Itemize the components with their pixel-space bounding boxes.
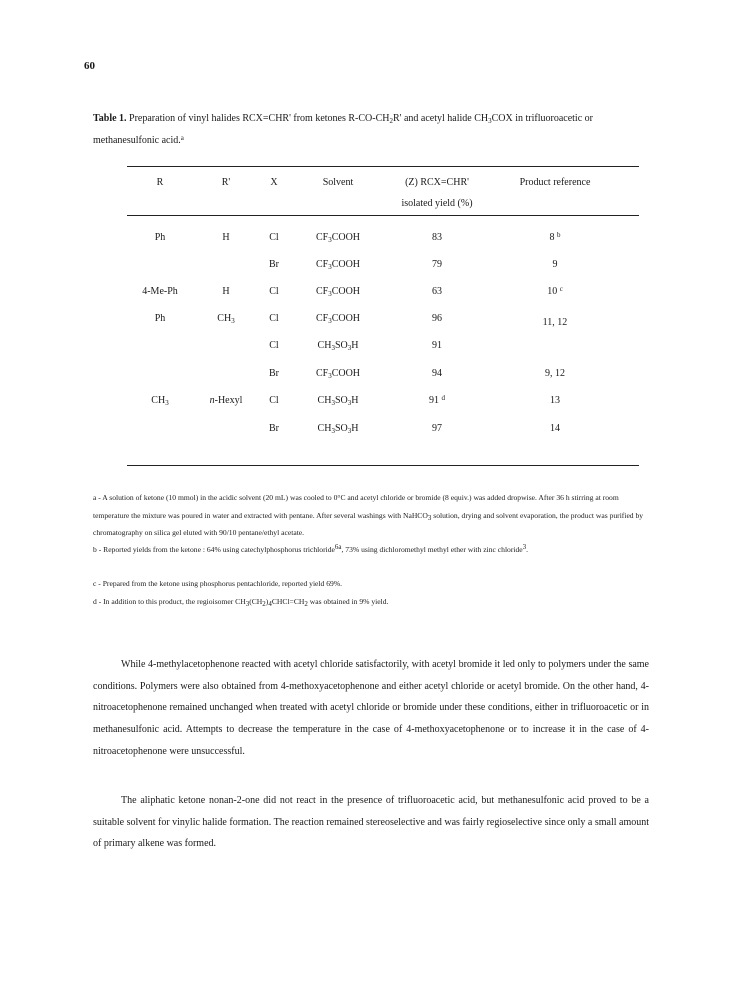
table-header-rule <box>127 215 639 216</box>
table-cell-x: Cl <box>269 286 279 297</box>
body-paragraph-1: While 4-methylacetophenone reacted with acetyl chloride satisfactorily, with acetyl bromide it led only to polymers under the same conditions. Polymers were also obtained from 4-methoxyacetophenone and either acetyl chloride or acetyl bromide. On the other hand, 4-nitroacetophenone remained unchanged when treated with acetyl chloride or bromide under these conditions, either in trifluoroacetic or in methanesulfonic acid. Attempts to decrease the temperature in the case of 4-methoxyacetophenone or to increase it in the case of 4-nitroacetophenone were unsuccessful. <box>93 659 649 757</box>
table-cell-x: Cl <box>269 313 279 324</box>
table-cell-solvent: $CF_3COOH$ <box>315 368 361 380</box>
table-cell-solvent: $CF_3COOH$ <box>315 313 361 325</box>
table-cell-r2: $CH_3$ <box>217 313 235 325</box>
table-caption-label: Table 1. <box>93 113 127 124</box>
table-cell-x: Cl <box>269 395 279 406</box>
body-paragraph-2: The aliphatic ketone nonan-2-one did not react in the presence of trifluoroacetic acid, but methanesulfonic acid proved to be a suitable solvent for vinylic halide formation. The reaction remained stereoselective and was fairly regioselective since only a small amount of primary alkene was formed. <box>93 795 650 850</box>
table-cell-ref: 9, 12 <box>545 368 565 379</box>
table-cell-x: Br <box>269 423 279 434</box>
table-cell-solvent: $CF_3COOH$ <box>315 286 361 298</box>
table-cell-yield: 79 <box>432 259 442 270</box>
table-top-rule <box>127 166 639 167</box>
header-solvent: Solvent <box>322 177 354 188</box>
table-cell-x: Cl <box>269 232 279 243</box>
footnote-b: b - Reported yields from the ketone : 64% using catechylphosphorus trichloride$^{6a}$, 73% using dichloromethyl methyl ether with zinc chloride$^3$. <box>93 543 529 554</box>
header-r-prime: R' <box>221 177 231 188</box>
table-cell-ref: 10 $^c$ <box>547 285 563 297</box>
merged-product-reference: 11, 12 <box>542 317 568 328</box>
footnote-a: a - A solution of ketone (10 mmol) in the acidic solvent (20 mL) was cooled to 0°C and acetyl chloride or bromide (8 equiv.) was added dropwise. After 36 h stirring at room temperature the mixture was poured in water and extracted with pentane. After several washings with NaHCO$_3$ solution, drying and solvent evaporation, the product was purified by chromatography on silica gel eluted with 90/10 pentane/ethyl acetate. <box>93 493 644 537</box>
table-cell-ref: 8 $^b$ <box>549 231 561 243</box>
table-cell-ref: 9 <box>552 259 558 270</box>
table-cell-r: $CH_3$ <box>151 395 169 407</box>
header-yield-line2: isolated yield (%) <box>401 198 473 209</box>
header-x: X <box>270 177 278 188</box>
footnote-c: c - Prepared from the ketone using phosphorus pentachloride, reported yield 69%. <box>93 579 343 588</box>
table-cell-solvent: $CH_3SO_3H$ <box>317 423 359 435</box>
table-caption-text: Preparation of vinyl halides RCX=CHR' from ketones $R-CO-CH_2R'$ and acetyl halide $CH_3COX$ in trifluoroacetic or methanesulfonic acid.$^a$ <box>93 113 593 146</box>
table-cell-yield: 96 <box>432 313 442 324</box>
table-cell-solvent: $CH_3SO_3H$ <box>317 395 359 407</box>
table-cell-r: Ph <box>154 313 166 324</box>
table-cell-solvent: $CH_3SO_3H$ <box>317 340 359 352</box>
table-cell-yield: 63 <box>432 286 442 297</box>
table-cell-yield: 83 <box>432 232 442 243</box>
table-cell-x: Cl <box>269 340 279 351</box>
table-cell-r2: H <box>222 286 230 297</box>
table-cell-r2: H <box>222 232 230 243</box>
table-cell-yield: 97 <box>432 423 442 434</box>
header-yield-line1: (Z) RCX=CHR' <box>405 177 469 188</box>
table-cell-yield: 94 <box>432 368 442 379</box>
table-cell-x: Br <box>269 259 279 270</box>
table-cell-ref: 13 <box>550 395 560 406</box>
table-cell-solvent: $CF_3COOH$ <box>315 259 361 271</box>
footnote-d: d - In addition to this product, the regioisomer $CH_3(CH_2)_4CHCl=CH_2$ was obtained in 9% yield. <box>93 597 389 608</box>
table-cell-yield: 91 $^d$ <box>429 394 445 406</box>
table-cell-solvent: $CF_3COOH$ <box>315 232 361 244</box>
table-cell-yield: 91 <box>432 340 442 351</box>
table-caption <box>93 108 653 152</box>
page-number: 60 <box>84 60 95 72</box>
table-cell-ref: 14 <box>550 423 560 434</box>
header-product-reference: Product reference <box>519 177 591 188</box>
table-cell-r: 4-Me-Ph <box>142 286 178 297</box>
table-bottom-rule <box>127 465 639 466</box>
table-cell-r2: n-Hexyl <box>209 395 243 406</box>
table-cell-x: Br <box>269 368 279 379</box>
header-yield <box>380 172 494 214</box>
table-cell-r: Ph <box>154 232 166 243</box>
header-r: R <box>156 177 164 188</box>
